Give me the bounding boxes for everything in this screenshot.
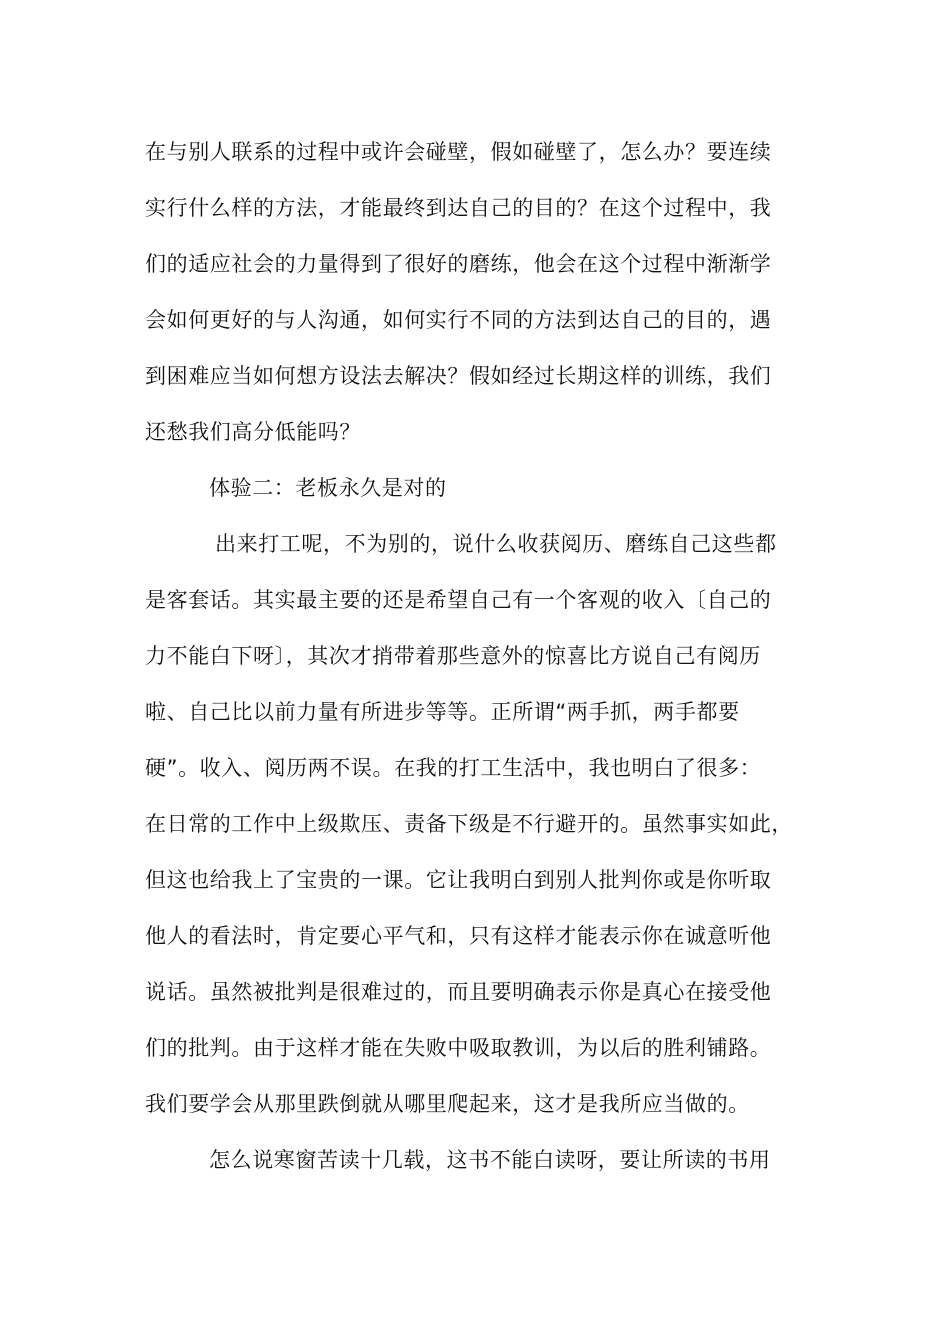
section-heading <box>145 464 825 520</box>
text-line: 在与别人联系的过程中或许会碰壁，假如碰壁了，怎么办？要连续 <box>145 140 772 164</box>
text-line: 在日常的工作中上级欺压、责备下级是不行避开的。虽然事实如此， <box>145 812 793 836</box>
text-line: 我们要学会从那里跌倒就从哪里爬起来，这才是我所应当做的。 <box>145 1092 750 1116</box>
text-line: 他人的看法时，肯定要心平气和，只有这样才能表示你在诚意听他 <box>145 924 772 948</box>
text-line: 啦、自己比以前力量有所进步等等。正所谓“两手抓，两手都要 <box>145 700 740 724</box>
text-line: 但这也给我上了宝贵的一课。它让我明白到别人批判你或是你听取 <box>145 868 772 892</box>
text-line: 还愁我们高分低能吗？ <box>145 420 361 444</box>
text-line: 力不能白下呀〕，其次才捎带着那些意外的惊喜比方说自己有阅历 <box>145 644 761 668</box>
heading-line: 体验二：老板永久是对的 <box>209 476 447 500</box>
text-line: 是客套话。其实最主要的还是希望自己有一个客观的收入〔自己的 <box>145 588 772 612</box>
paragraph-2 <box>145 520 825 1136</box>
paragraph-1 <box>145 128 825 464</box>
text-line: 会如何更好的与人沟通，如何实行不同的方法到达自己的目的，遇 <box>145 308 772 332</box>
text-line: 怎么说寒窗苦读十几载，这书不能白读呀，要让所读的书用 <box>209 1148 771 1172</box>
paragraph-3 <box>145 1136 825 1192</box>
text-line: 出来打工呢，不为别的，说什么收获阅历、磨练自己这些都 <box>215 532 777 556</box>
text-line: 们的批判。由于这样才能在失败中吸取教训，为以后的胜利铺路。 <box>145 1036 772 1060</box>
text-line: 们的适应社会的力量得到了很好的磨练，他会在这个过程中渐渐学 <box>145 252 772 276</box>
text-line: 实行什么样的方法，才能最终到达自己的目的？在这个过程中，我 <box>145 196 772 220</box>
text-line: 到困难应当如何想方设法去解决？假如经过长期这样的训练，我们 <box>145 364 772 388</box>
document-body <box>145 128 825 1192</box>
text-line: 硬”。收入、阅历两不误。在我的打工生活中，我也明白了很多： <box>145 756 762 780</box>
text-line: 说话。虽然被批判是很难过的，而且要明确表示你是真心在接受他 <box>145 980 772 1004</box>
